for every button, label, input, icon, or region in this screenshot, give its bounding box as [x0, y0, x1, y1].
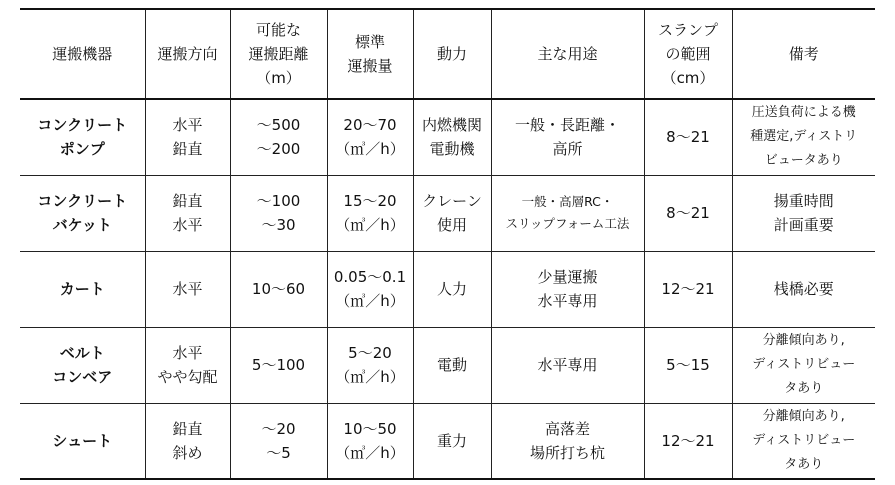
cell-remarks: 揚重時間 計画重要 — [732, 175, 875, 251]
cell-equipment: ベルト コンベア — [20, 327, 145, 403]
cell-remarks: 分離傾向あり, ディストリビュー タあり — [732, 327, 875, 403]
cell-remarks: 圧送負荷による機 種選定,ディストリ ビュータあり — [732, 99, 875, 175]
header-slump: スランプ の範囲 （cm） — [644, 9, 732, 99]
table-row — [20, 99, 875, 175]
header-usage: 主な用途 — [491, 9, 644, 99]
cell-usage: 高落差 場所打ち杭 — [491, 403, 644, 479]
cell-usage: 一般・長距離・ 高所 — [491, 99, 644, 175]
cell-direction: 水平 — [145, 251, 230, 327]
cell-power: クレーン 使用 — [413, 175, 491, 251]
cell-equipment: シュート — [20, 403, 145, 479]
header-distance: 可能な 運搬距離 （m） — [230, 9, 327, 99]
cell-usage: 一般・高層RC・ スリップフォーム工法 — [491, 175, 644, 251]
cell-usage: 水平専用 — [491, 327, 644, 403]
header-equipment: 運搬機器 — [20, 9, 145, 99]
cell-power: 電動 — [413, 327, 491, 403]
header-power: 動力 — [413, 9, 491, 99]
cell-distance: ～20 ～5 — [230, 403, 327, 479]
table-row — [20, 403, 875, 479]
cell-slump: 5～15 — [644, 327, 732, 403]
concrete-transport-table — [20, 8, 875, 480]
cell-direction: 水平 鉛直 — [145, 99, 230, 175]
cell-direction: 鉛直 斜め — [145, 403, 230, 479]
cell-capacity: 10～50 （㎥／h） — [327, 403, 413, 479]
header-direction: 運搬方向 — [145, 9, 230, 99]
cell-distance: 10～60 — [230, 251, 327, 327]
cell-remarks: 桟橋必要 — [732, 251, 875, 327]
cell-distance: ～500 ～200 — [230, 99, 327, 175]
cell-power: 内燃機関 電動機 — [413, 99, 491, 175]
cell-slump: 12～21 — [644, 251, 732, 327]
cell-distance: 5～100 — [230, 327, 327, 403]
header-row — [20, 9, 875, 99]
cell-capacity: 0.05～0.1 （㎥／h） — [327, 251, 413, 327]
cell-equipment: コンクリート バケット — [20, 175, 145, 251]
cell-distance: ～100 ～30 — [230, 175, 327, 251]
header-capacity: 標準 運搬量 — [327, 9, 413, 99]
table-row — [20, 327, 875, 403]
cell-power: 人力 — [413, 251, 491, 327]
table-row — [20, 175, 875, 251]
cell-capacity: 15～20 （㎥／h） — [327, 175, 413, 251]
cell-equipment: コンクリート ポンプ — [20, 99, 145, 175]
cell-equipment: カート — [20, 251, 145, 327]
cell-direction: 鉛直 水平 — [145, 175, 230, 251]
cell-direction: 水平 やや勾配 — [145, 327, 230, 403]
cell-capacity: 5～20 （㎥／h） — [327, 327, 413, 403]
cell-slump: 12～21 — [644, 403, 732, 479]
cell-slump: 8～21 — [644, 99, 732, 175]
cell-remarks: 分離傾向あり, ディストリビュー タあり — [732, 403, 875, 479]
cell-capacity: 20～70 （㎥／h） — [327, 99, 413, 175]
cell-power: 重力 — [413, 403, 491, 479]
table-row — [20, 251, 875, 327]
header-remarks: 備考 — [732, 9, 875, 99]
cell-usage: 少量運搬 水平専用 — [491, 251, 644, 327]
cell-slump: 8～21 — [644, 175, 732, 251]
